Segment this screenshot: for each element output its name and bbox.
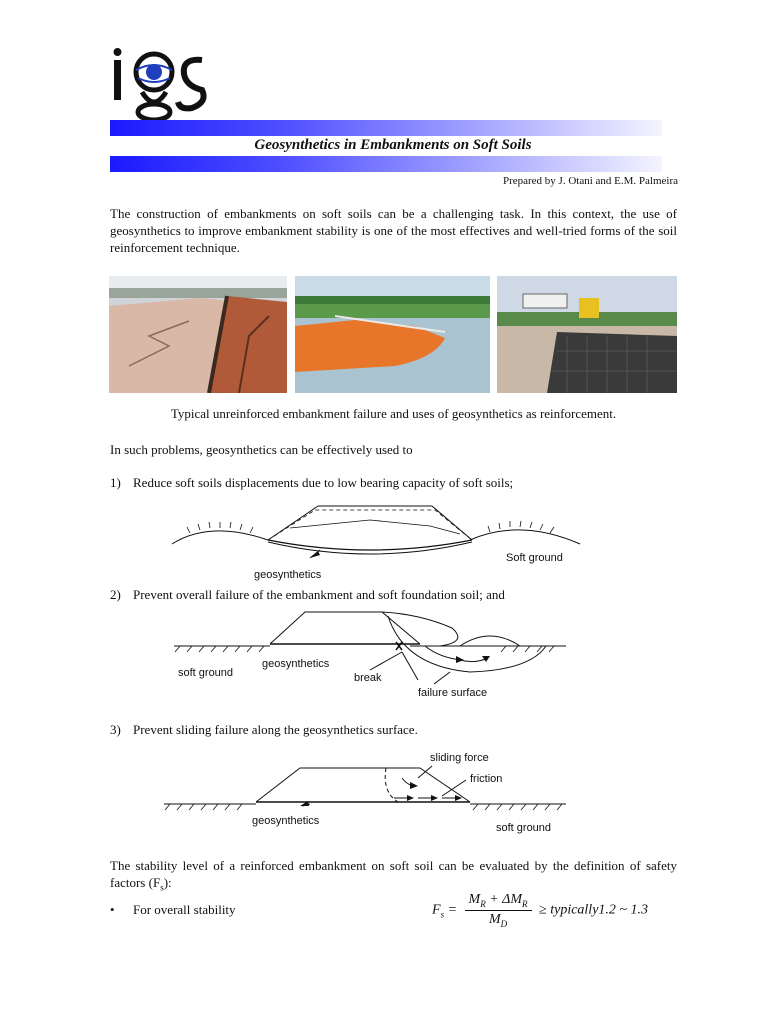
numerator-plus-term: + ΔM	[485, 892, 523, 907]
label-sliding-force: sliding force	[430, 752, 489, 764]
safety-factor-formula	[432, 892, 648, 929]
label-geosynthetics: geosynthetics	[252, 815, 320, 827]
closing-paragraph	[110, 857, 677, 897]
diagram-overall-failure	[170, 606, 570, 706]
header-band-bottom	[110, 156, 662, 172]
label-soft-ground: soft ground	[496, 822, 552, 834]
list-item-1	[110, 475, 513, 491]
label-failure-surface: failure surface	[418, 687, 488, 699]
formula-rhs: ≥ typically1.2 ~ 1.3	[539, 902, 648, 918]
label-geosynthetics: geosynthetics	[262, 658, 330, 670]
photo-caption: Typical unreinforced embankment failure and uses of geosynthetics as reinforcement.	[170, 406, 617, 421]
photo-reinforcement-installation	[497, 276, 677, 393]
formula-lhs-sub: s	[440, 909, 445, 920]
formula-lhs: F	[432, 902, 441, 918]
list-item-text: Prevent overall failure of the embankment and soft foundation soil; and	[133, 587, 505, 602]
closing-text: The stability level of a reinforced embankment on soft soil can be evaluated by the definition of safety factors (F	[110, 858, 677, 890]
list-item-text: Reduce soft soils displacements due to low bearing capacity of soft soils;	[133, 475, 514, 490]
formula-equals: =	[447, 902, 458, 918]
numerator-sub-2: R	[522, 898, 528, 909]
list-item-text: Prevent sliding failure along the geosynthetics surface.	[133, 722, 418, 737]
label-break: break	[354, 672, 382, 684]
denominator-term: M	[488, 911, 501, 927]
header-band-top	[110, 120, 662, 136]
closing-subscript: s	[160, 882, 164, 893]
photo-geosynthetics-placement	[295, 276, 490, 393]
label-geosynthetics: geosynthetics	[254, 569, 322, 581]
bullet-text: For overall stability	[133, 902, 236, 917]
formula-denominator	[465, 911, 532, 929]
prepared-by: Prepared by J. Otani and E.M. Palmeira	[502, 175, 678, 187]
page-title: Geosynthetics in Embankments on Soft Soils	[254, 137, 532, 153]
intro-paragraph: The construction of embankments on soft soils can be a challenging task. In this context, the use of geosynthetics to improve embankment stability is one of the most effectives and well-tried forms of the soil reinforcement technique.	[110, 206, 677, 255]
igs-logo	[106, 42, 210, 122]
photo-embankment-failure	[109, 276, 287, 393]
denominator-sub: D	[500, 918, 508, 929]
numerator-term: M	[468, 892, 481, 907]
label-soft-ground: Soft ground	[506, 552, 563, 564]
formula-fraction	[465, 892, 532, 929]
label-soft-ground: soft ground	[178, 667, 234, 679]
bullet-overall-stability	[110, 902, 236, 918]
list-item-number: 3)	[110, 722, 121, 737]
lead-in-text: In such problems, geosynthetics can be effectively used to	[110, 442, 413, 457]
numerator-sub: R	[480, 898, 486, 909]
diagram-sliding-failure	[160, 746, 570, 840]
formula-numerator	[465, 892, 532, 911]
list-item-number: 1)	[110, 475, 121, 490]
list-item-3	[110, 722, 418, 738]
label-friction: friction	[470, 773, 503, 785]
list-item-2	[110, 587, 505, 603]
list-item-number: 2)	[110, 587, 121, 602]
diagram-displacement	[170, 500, 590, 586]
bullet-marker: •	[110, 902, 115, 917]
closing-text-end: ):	[163, 875, 172, 890]
